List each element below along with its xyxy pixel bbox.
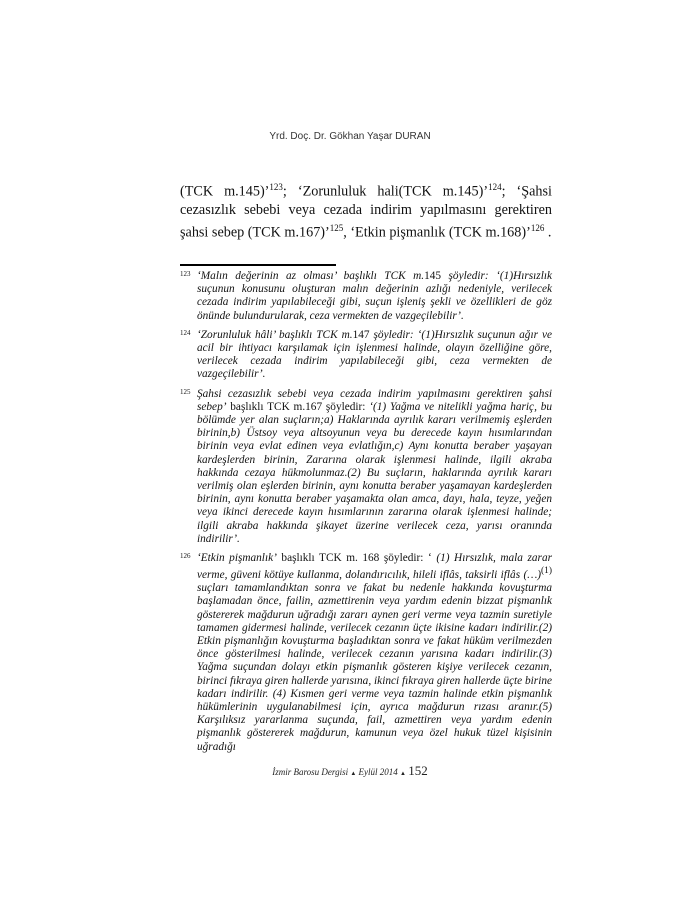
text-segment: . xyxy=(544,224,552,241)
issue-date: Eylül 2014 xyxy=(358,767,398,777)
page-footer xyxy=(0,763,700,779)
footnote-reference: 126 xyxy=(530,222,545,233)
body-paragraph xyxy=(180,178,552,241)
footnote-reference: 123 xyxy=(269,182,283,192)
text-segment: suçları tamamlandıktan sonra ve fakat bu nedenle hakkında kovuşturma başlamadan önce, failin, azmettirenin veya yardım edenin bizzat pişmanlık göstererek mağdurun uğradığı zararı aynen geri verme veya tazmin suretiyle tamamen gidermesi halinde, verilecek cezanın üçte ikisine kadarı indirilir.(2) Etkin pişmanlığın kovuşturma başladıktan sonra ve fakat hüküm verilmezden önce gösterilmesi halinde, verilecek cezanın yarısına kadarı indirilir.(3) Yağma suçundan dolayı etkin pişmanlık gösteren kişiye verilecek cezanın, birinci fıkraya giren hallerde yarısına, ikinci fıkraya giren hallerde üçte birine kadarı indirilir. (4) Kısmen geri verme veya tazmin halinde etkin pişmanlık hükümlerinin uygulanabilmesi için, ayrıca mağdurun rızası aranır.(5) Karşılıksız yararlanma suçunda, fail, azmettiren veya yardım edenin pişmanlık göstererek mağdurun, kamunun veya özel hukuk tüzel kişisinin uğradığı xyxy=(197,582,552,753)
journal-name: İzmir Barosu Dergisi xyxy=(272,767,349,777)
text-segment: ; ‘Şahsi cezasızlık sebebi veya cezada indirim yapılmasını gerektiren şahsi sebep (TCK m.167)’ xyxy=(180,183,552,241)
text-segment: 145 xyxy=(424,270,442,282)
footnote xyxy=(180,388,552,546)
text-segment: ‘Zorunluluk hâli’ başlıklı TCK m. xyxy=(197,328,353,341)
separator-icon: ▲ xyxy=(400,771,406,777)
text-segment: , ‘Etkin pişmanlık (TCK m.168)’ xyxy=(343,224,531,241)
separator-icon: ▲ xyxy=(350,771,357,777)
text-segment: ; ‘Zorunluluk hali(TCK m.145)’ xyxy=(282,183,489,200)
text-segment: ‘(1) Yağma ve nitelikli yağma hariç, bu bölümde yer alan suçların;a) Haklarında ayrılık kararı verilmemiş eşlerden birinin,b) Üstsoy veya altsoyunun veya bu derecede kayın hısımlarından birinin veya evlat edinen veya evlatlığın,c) Aynı konutta beraber yaşayan kardeşlerden birinin, Zararına olarak işlenmesi halinde, ilgili akraba hakkında cezaya hükmolunmaz.(2) Bu suçların, haklarında ayrılık kararı verilmiş olan eşlerden birinin, aynı konutta beraber yaşamayan kardeşlerden birinin, aynı konutta beraber yaşamakta olan amca, dayı, hala, teyze, yeğen veya ikinci derecede kayın hısımlarının zararına olarak işlenmesi halinde; ilgili akraba hakkında şikayet üzerine verilecek ceza, yarısı oranında indirilir’. xyxy=(197,400,552,545)
footnotes xyxy=(180,270,552,760)
footnote-reference: 124 xyxy=(488,182,502,192)
running-head: Yrd. Doç. Dr. Gökhan Yaşar DURAN xyxy=(269,131,431,142)
footnote-reference: (1) xyxy=(541,566,552,577)
footnote-number: 126 xyxy=(180,552,191,561)
text-segment: 147 xyxy=(352,328,370,341)
text-segment: ‘Etkin pişmanlık’ xyxy=(197,552,277,565)
footnote xyxy=(180,329,552,382)
footnote-number: 124 xyxy=(180,328,191,337)
footnote-number: 123 xyxy=(180,270,191,278)
page-number: 152 xyxy=(408,763,428,778)
footnote-reference: 125 xyxy=(329,222,344,233)
text-segment: başlıklı TCK m.167 şöyledir: xyxy=(226,400,366,413)
text-segment: şöyledir: ‘(1)Hırsızlık suçunun ağır ve acil bir ihtiyacı karşılamak için işlenmesi halinde, olayın özelliğine göre, verilecek cezada indirim yapılabileceği gibi, ceza vermekten de vazgeçilebilir’. xyxy=(197,328,552,381)
text-segment: (1) Hırsızlık, mala zarar verme, güveni kötüye kullanma, dolandırıcılık, hileli iflâs, taksirli iflâs (…) xyxy=(197,552,552,582)
text-segment: (TCK m.145)’ xyxy=(180,183,270,200)
footnote xyxy=(180,270,552,323)
footnote-number: 125 xyxy=(180,387,191,396)
footnote-separator xyxy=(180,264,336,266)
text-segment: ‘Malın değerinin az olması’ başlıklı TCK m. xyxy=(197,270,425,282)
text-segment: Şahsi cezasızlık sebebi veya cezada indirim yapılmasını gerektiren şahsi sebep’ xyxy=(197,387,552,413)
footnote xyxy=(180,552,552,754)
text-segment: şöyledir: ‘(1)Hırsızlık suçunun konusunu oluşturan malın değerinin azlığı nedeniyle, verilecek cezada indirim yapılabileceği gibi, suçun işleniş şekli ve özellikleri de göz önünde bulundurularak, ceza vermekten de vazgeçilebilir’. xyxy=(197,270,552,322)
text-segment: başlıklı TCK m. 168 şöyledir: ‘ xyxy=(276,552,432,565)
